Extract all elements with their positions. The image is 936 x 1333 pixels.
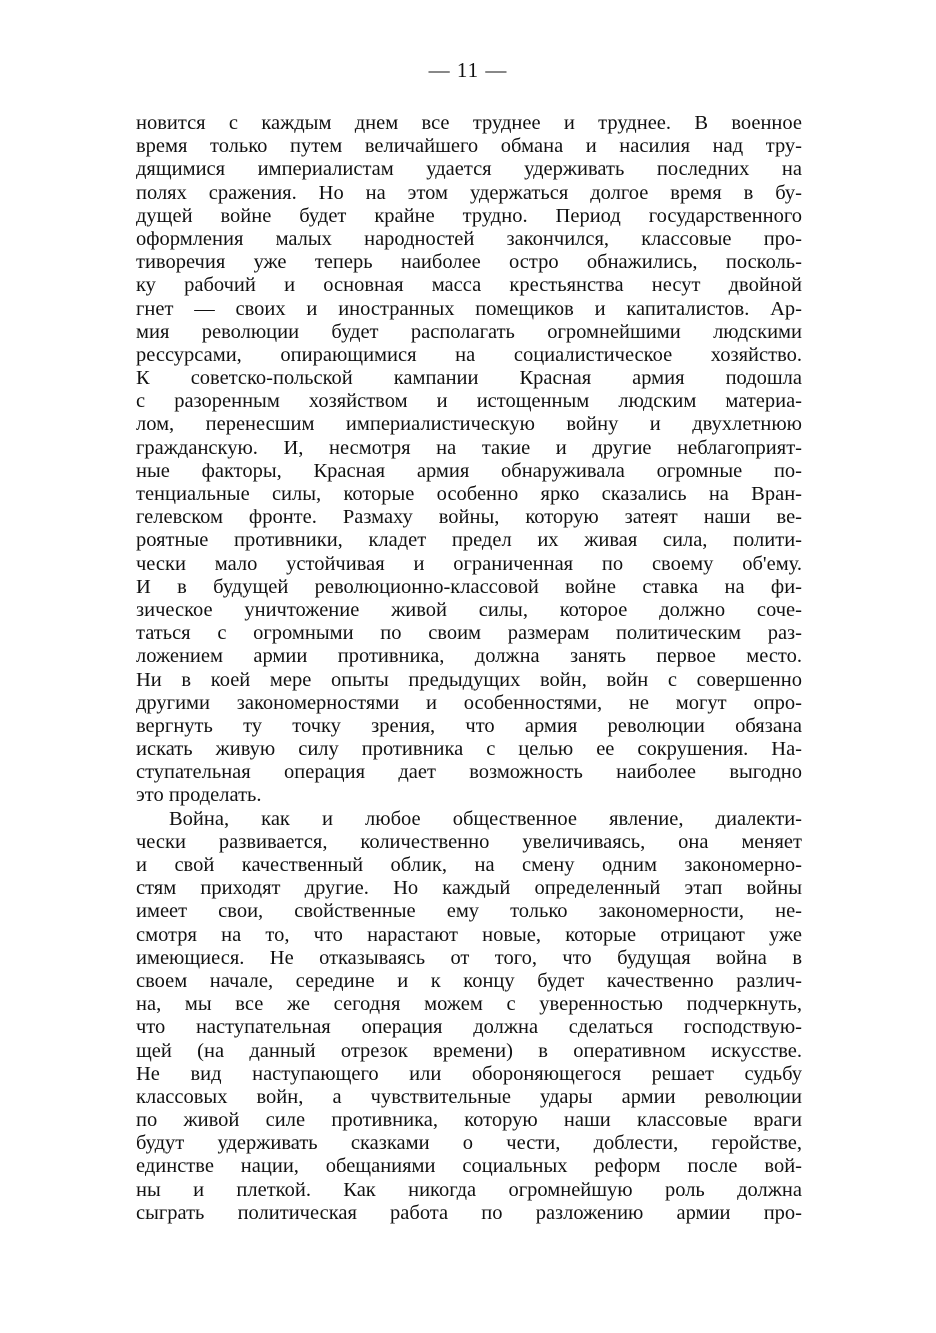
text-line: и свой качественный облик, на смену одним закономерно- — [136, 854, 802, 876]
text-line: полях сражения. Но на этом удержаться долгое время в бу- — [136, 181, 802, 204]
text-line: дящимися империалистам удается удерживать последних на — [136, 158, 802, 181]
text-line: имеет свои, свойственные ему только закономерности, не- — [136, 900, 802, 923]
text-line: единстве нации, обещаниями социальных реформ после вой- — [136, 1155, 802, 1178]
text-line: роятные противники, кладет предел их живая сила, полити- — [136, 529, 802, 552]
text-line: своем начале, середине и к концу будет качественно различ- — [136, 969, 802, 992]
text-line: ложением армии противника, должна занять первое место. — [136, 645, 802, 668]
text-line: чески мало устойчивая и ограниченная по своему об'ему. — [136, 552, 802, 575]
text-line: мия революции будет располагать огромнейшими людскими — [136, 320, 802, 343]
text-line: имеющиеся. Не отказываясь от того, что будущая война в — [136, 946, 802, 969]
text-line: К советско-польской кампании Красная армия подошла — [136, 367, 802, 390]
text-line: щей (на данный отрезок времени) в оперативном искусстве. — [136, 1039, 802, 1062]
text-line: таться с огромными по своим размерам политическим раз- — [136, 622, 802, 645]
text-line: что наступательная операция должна сделаться господствую- — [136, 1016, 802, 1039]
text-line: будут удерживать сказками о чести, доблести, геройстве, — [136, 1132, 802, 1155]
text-line: гнет — своих и иностранных помещиков и капиталистов. Ар- — [136, 297, 802, 320]
text-line: по живой силе противника, которую наши классовые враги — [136, 1109, 802, 1132]
text-line: классовых войн, а чувствительные удары армии революции — [136, 1085, 802, 1108]
text-line: другими закономерностями и особенностями, не могут опро- — [136, 691, 802, 714]
text-line: новится с каждым днем все труднее и труднее. В военное — [136, 112, 802, 134]
text-line: на, мы все же сегодня можем с уверенностью подчеркнуть, — [136, 993, 802, 1016]
text-line: сыграть политическая работа по разложению армии про- — [136, 1201, 802, 1224]
text-line: тиворечия уже теперь наиболее остро обнажились, посколь- — [136, 251, 802, 274]
text-line: чески развивается, количественно увеличиваясь, она меняет — [136, 830, 802, 853]
text-line: рессурсами, опирающимися на социалистическое хозяйство. — [136, 343, 802, 366]
text-line: вергнуть ту точку зрения, что армия революции обязана — [136, 714, 802, 737]
text-line: стям приходят другие. Но каждый определенный этап войны — [136, 877, 802, 900]
text-line: зическое уничтожение живой силы, которое должно соче- — [136, 598, 802, 621]
text-line: смотря на то, что нарастают новые, которые отрицают уже — [136, 923, 802, 946]
text-line: искать живую силу противника с целью ее сокрушения. На- — [136, 738, 802, 761]
text-line: ку рабочий и основная масса крестьянства несут двойной — [136, 274, 802, 297]
text-line: ступательная операция дает возможность наиболее выгодно — [136, 761, 802, 784]
body-text — [136, 112, 802, 1225]
text-line: И в будущей революционно-классовой войне ставка на фи- — [136, 575, 802, 598]
text-line: ны и плеткой. Как никогда огромнейшую роль должна — [136, 1178, 802, 1201]
paragraph-end-line: это проделать. — [136, 784, 262, 807]
text-line: оформления малых народностей закончился, классовые про- — [136, 227, 802, 250]
text-line: лом, перенесшим империалистическую войну и двухлетнюю — [136, 413, 802, 436]
text-line: время только путем величайшего обмана и насилия над тру- — [136, 135, 802, 158]
text-line: гражданскую. И, несмотря на такие и другие неблагоприят- — [136, 436, 802, 459]
text-line: Не вид наступающего или обороняющегося решает судьбу — [136, 1062, 802, 1085]
text-line: с разоренным хозяйством и истощенным людским материа- — [136, 390, 802, 413]
text-line: дущей войне будет крайне трудно. Период государственного — [136, 204, 802, 227]
text-line: ные факторы, Красная армия обнаруживала огромные по- — [136, 459, 802, 482]
page-number: — 11 — — [428, 58, 508, 82]
text-line: тенциальные силы, которые особенно ярко сказались на Вран- — [136, 483, 802, 505]
paragraph-start-line: Война, как и любое общественное явление, диалекти- — [169, 807, 802, 830]
text-line: Ни в коей мере опыты предыдущих войн, войн с совершенно — [136, 668, 802, 691]
text-line: гелевском фронте. Размаху войны, которую затеят наши ве- — [136, 506, 802, 529]
